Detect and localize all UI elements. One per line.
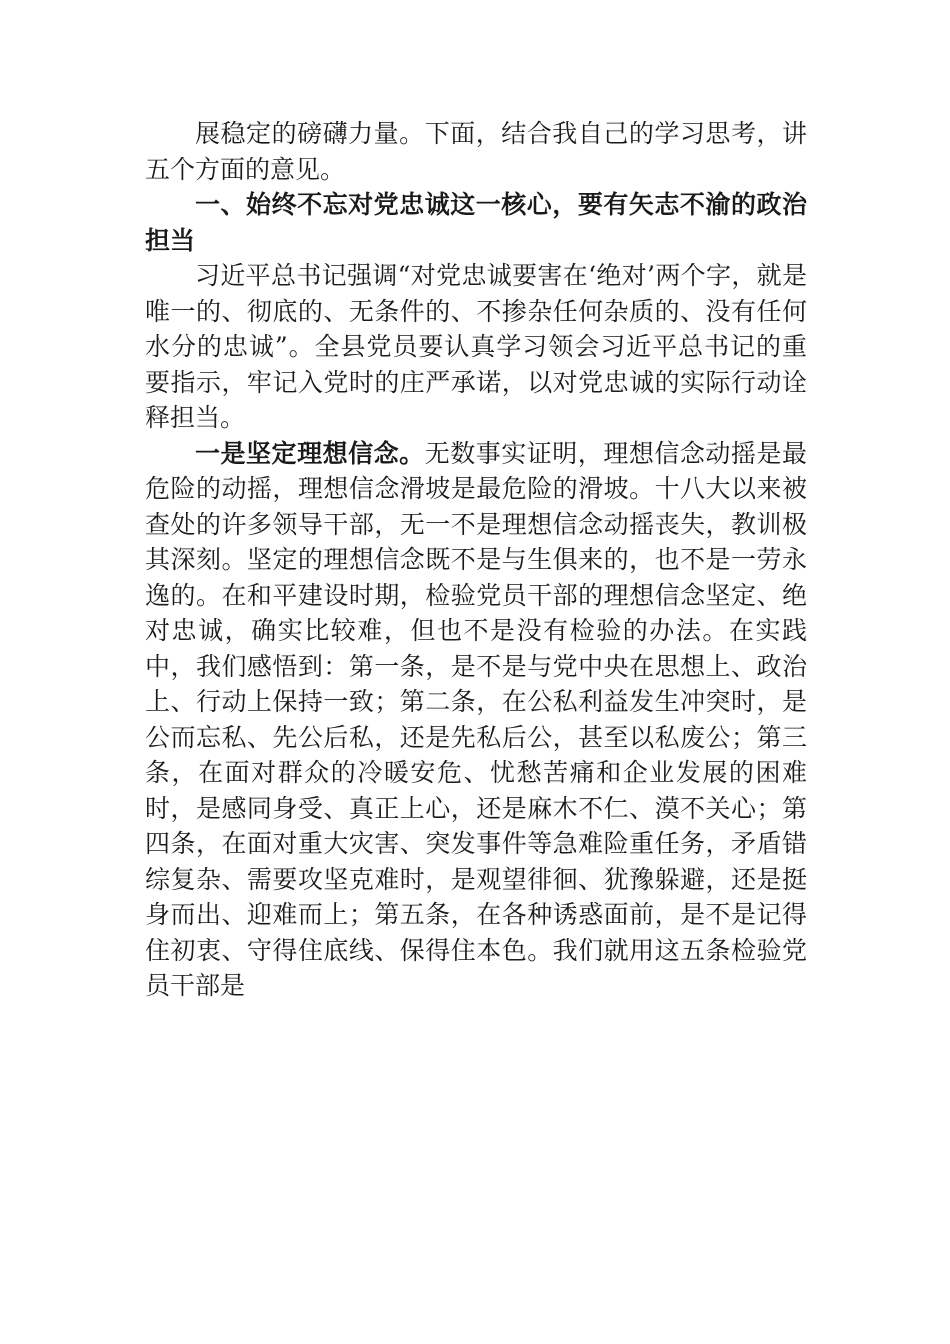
paragraph-continuation: 展稳定的磅礴力量。下面，结合我自己的学习思考，讲五个方面的意见。 bbox=[145, 119, 807, 184]
paragraph-ideals bbox=[145, 436, 807, 1004]
document-body bbox=[145, 116, 807, 1004]
paragraph-lead: 一是坚定理想信念。 bbox=[195, 438, 425, 468]
paragraph-quote: 习近平总书记强调“对党忠诚要害在‘绝对’两个字，就是唯一的、彻底的、无条件的、不掺杂任何杂质的、没有任何水分的忠诚”。全县党员要认真学习领会习近平总书记的重要指示，牢记入党时的庄严承诺，以对党忠诚的实际行动诠释担当。 bbox=[145, 261, 807, 432]
paragraph-ideals-text: 无数事实证明，理想信念动摇是最危险的动摇，理想信念滑坡是最危险的滑坡。十八大以来被查处的许多领导干部，无一不是理想信念动摇丧失，教训极其深刻。坚定的理想信念既不是与生俱来的，也不是一劳永逸的。在和平建设时期，检验党员干部的理想信念坚定、绝对忠诚，确实比较难，但也不是没有检验的办法。在实践中，我们感悟到：第一条，是不是与党中央在思想上、政治上、行动上保持一致；第二条，在公私利益发生冲突时，是公而忘私、先公后私，还是先私后公，甚至以私废公；第三条，在面对群众的冷暖安危、忧愁苦痛和企业发展的困难时，是感同身受、真正上心，还是麻木不仁、漠不关心；第四条，在面对重大灾害、突发事件等急难险重任务，矛盾错综复杂、需要攻坚克难时，是观望徘徊、犹豫躲避，还是挺身而出、迎难而上；第五条，在各种诱惑面前，是不是记得住初衷、守得住底线、保得住本色。我们就用这五条检验党员干部是 bbox=[145, 438, 807, 1000]
section-heading: 一、始终不忘对党忠诚这一核心，要有矢志不渝的政治担当 bbox=[145, 190, 807, 255]
